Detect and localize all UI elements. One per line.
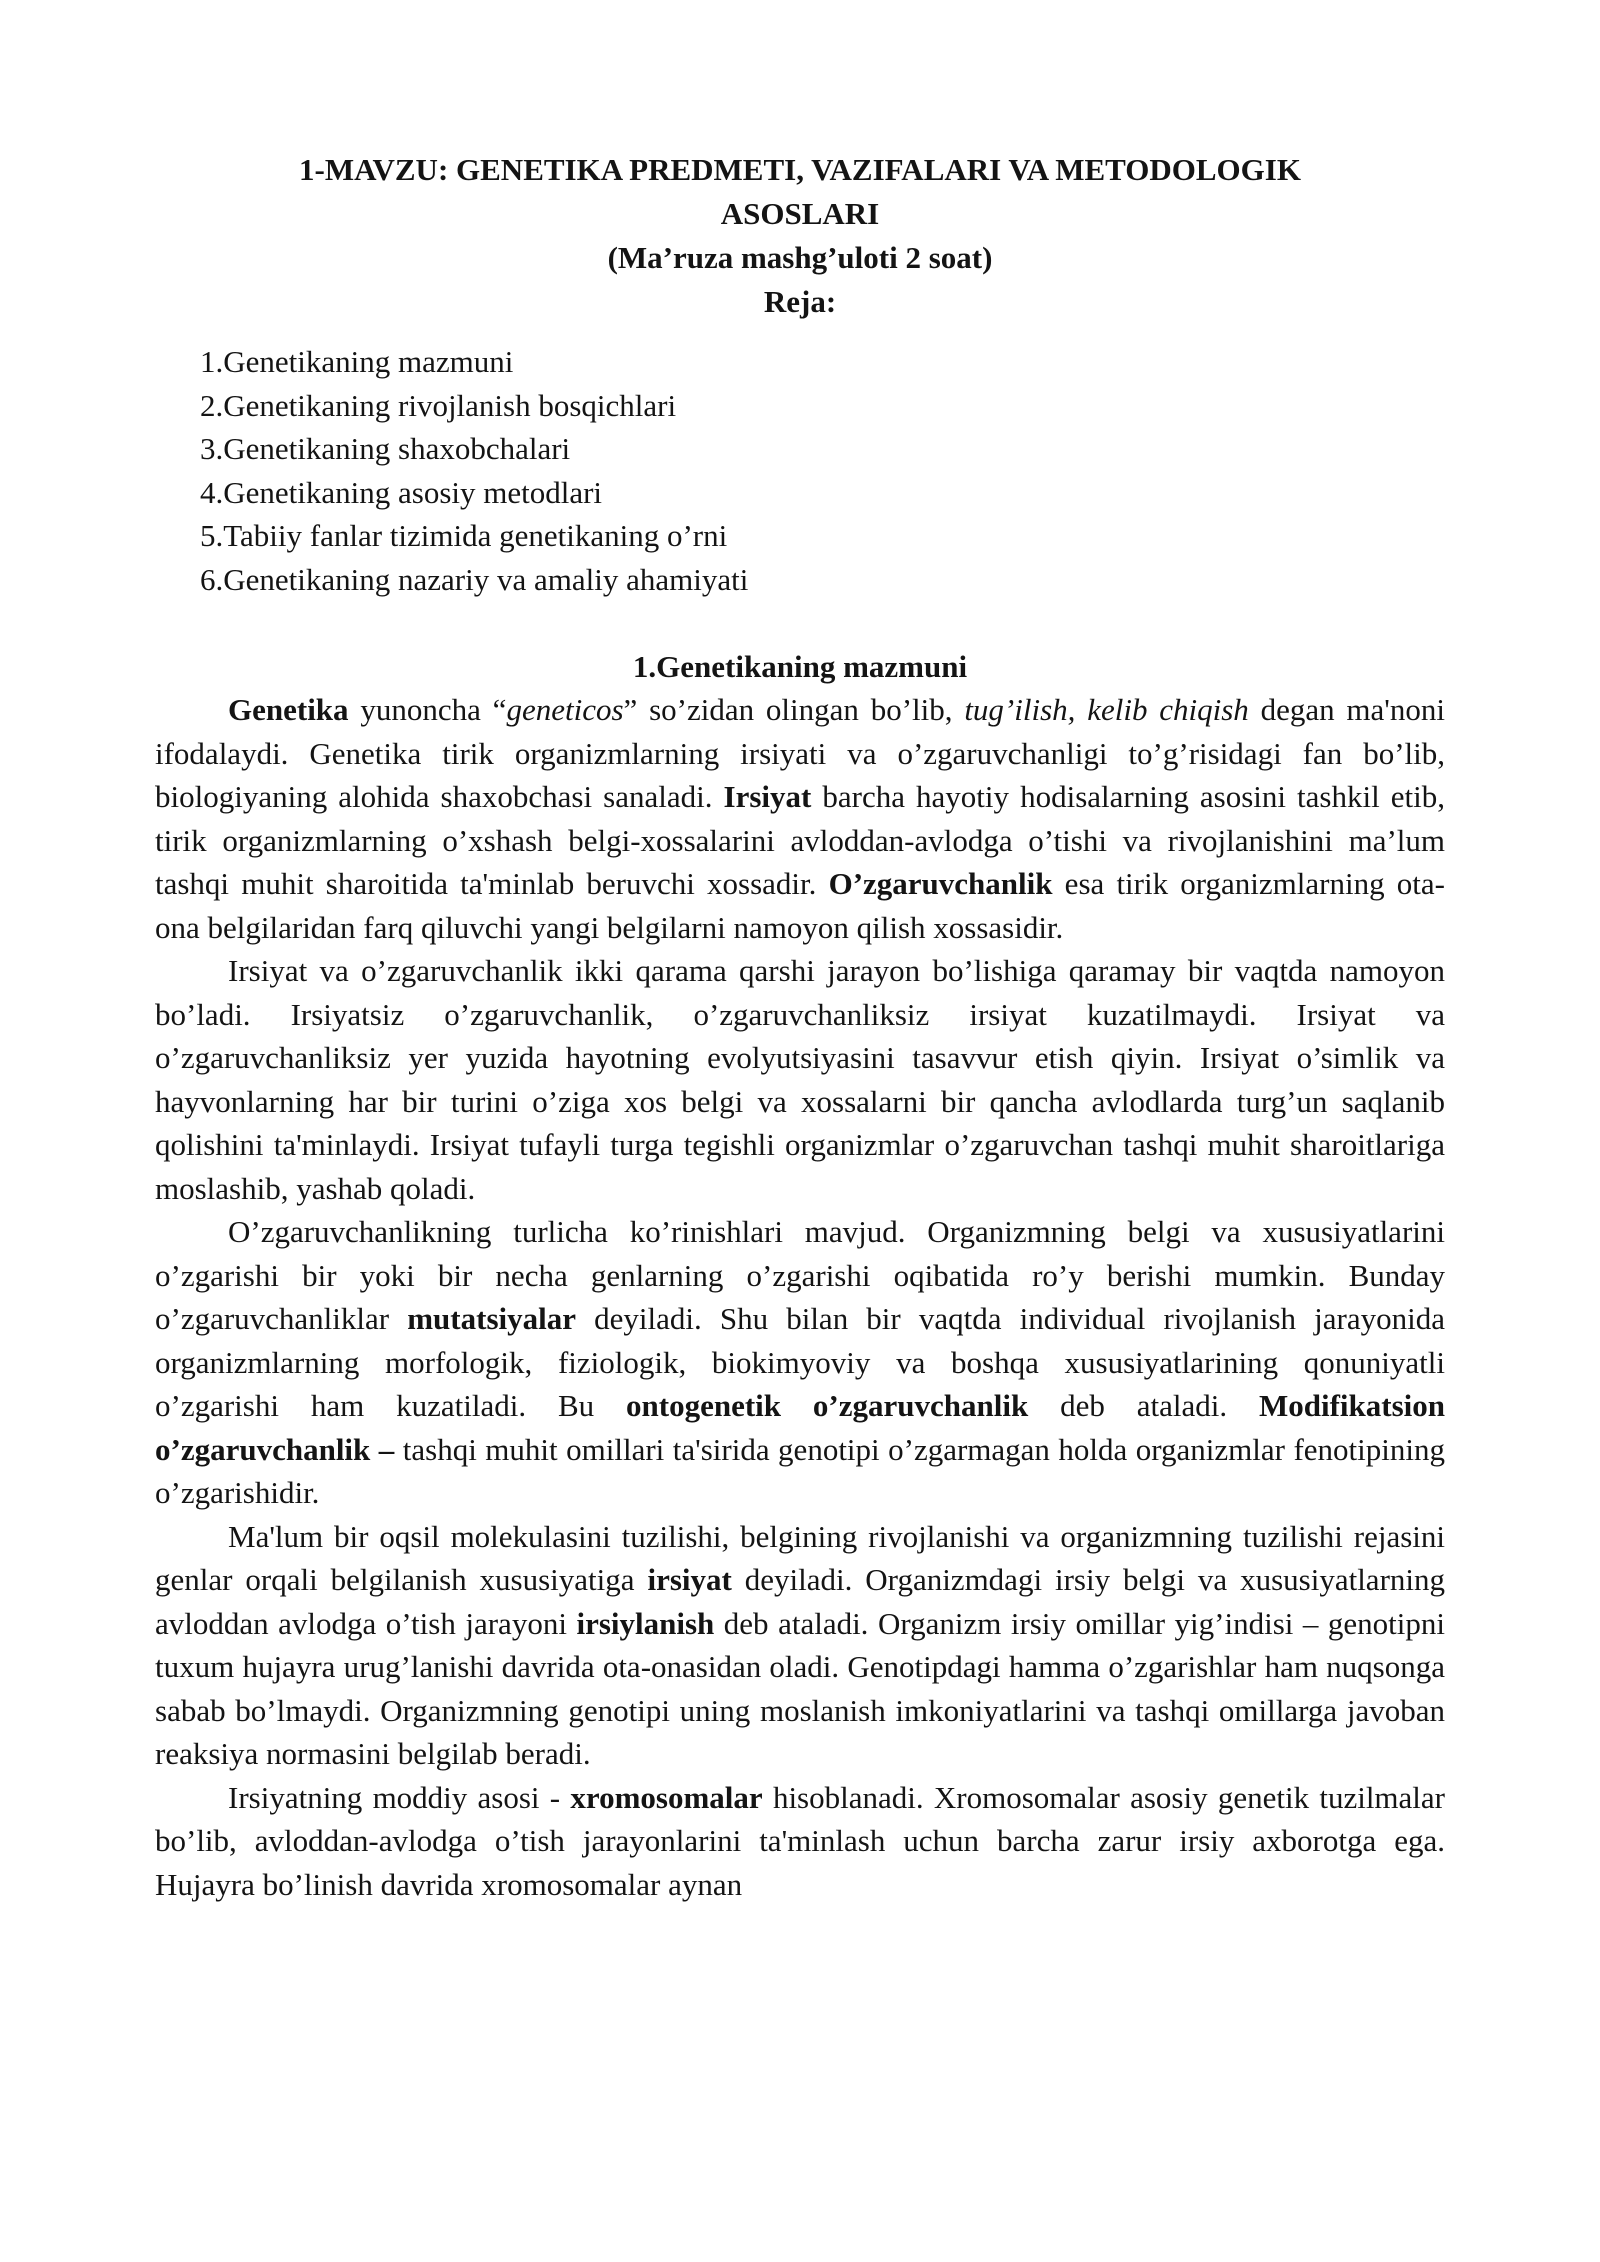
- topic-title-continued: ASOSLARI: [720, 196, 880, 231]
- text-span: deb ataladi. Organizm irsiy omillar yig’indisi – genotipni tuxum hujayra urug’lanishi davrida ota-onasidan oladi. Genotipdagi hamma o’zgarishlar ham nuqsonga sabab bo’lmaydi. Organizmning genotipi uning moslanish imkoniyatlarini va tashqi omillarga javoban reaksiya normasini belgilab beradi.: [155, 1605, 1445, 1771]
- text-span: yunoncha “: [348, 692, 507, 727]
- plan-item: 5.Tabiiy fanlar tizimida genetikaning o’rni: [200, 518, 728, 553]
- text-span: ” so’zidan olingan bo’lib,: [623, 692, 965, 727]
- term-irsiyat-2: irsiyat: [647, 1562, 732, 1597]
- text-span: degan ma'noni ifodalaydi. Genetika tirik organizmlarning irsiyati va o’zgaruvchanligi to’g’risidagi fan bo’lib, biologiyaning alohida shaxobchasi sanaladi.: [155, 692, 1446, 814]
- paragraph-definition: [155, 688, 1445, 949]
- plan-item: 3.Genetikaning shaxobchalari: [200, 431, 571, 466]
- paragraph-chromosomes: [155, 1776, 1445, 1907]
- paragraph-heredity-definition: [155, 1515, 1445, 1776]
- term-genetika: Genetika: [228, 692, 349, 727]
- text-span: Irsiyatning moddiy asosi -: [228, 1779, 571, 1815]
- paragraph-variability-types: [155, 1210, 1445, 1515]
- plan-item: 6.Genetikaning nazariy va amaliy ahamiyati: [200, 561, 749, 597]
- plan-item: 1.Genetikaning mazmuni: [200, 344, 514, 379]
- term-meaning: tug’ilish, kelib chiqish: [964, 692, 1249, 727]
- text-span: hisoblanadi. Xromosomalar asosiy genetik tuzilmalar bo’lib, avloddan-avlodga o’tish jarayonlarini ta'minlash uchun barcha zarur irsiy axborotga ega. Hujayra bo’linish davrida xromosomalar aynan: [155, 1779, 1445, 1902]
- text-span: deb ataladi.: [1028, 1388, 1259, 1423]
- plan-item: 4.Genetikaning asosiy metodlari: [200, 474, 603, 510]
- plan-list: [200, 340, 1300, 601]
- term-ozgaruvchanlik: O’zgaruvchanlik: [828, 866, 1053, 901]
- section-body: [155, 688, 1445, 1906]
- term-irsiyat: Irsiyat: [723, 779, 812, 814]
- term-mutatsiyalar: mutatsiyalar: [407, 1301, 576, 1336]
- term-irsiylanish: irsiylanish: [576, 1605, 715, 1641]
- text-span: barcha hayotiy hodisalarning asosini tashkil etib, tirik organizmlarning o’xshash belgi-xossalarini avloddan-avlodga o’tishi va rivojlanishini ma’lum tashqi muhit sharoitida ta'minlab beruvchi xossadir.: [155, 779, 1446, 901]
- plan-label: Reja:: [763, 284, 837, 319]
- text-span: O’zgaruvchanlikning turlicha ko’rinishlari mavjud. Organizmning belgi va xususiyatlarini o’zgarishi bir yoki bir necha genlarning o’zgarishi oqibatida ro’y berishi mumkin. Bunday o’zgaruvchanliklar: [155, 1214, 1445, 1336]
- text-span: deyiladi. Organizmdagi irsiy belgi va xususiyatlarning avloddan avlodga o’tish jarayoni: [155, 1562, 1446, 1641]
- term-modifikatsion: Modifikatsion o’zgaruvchanlik –: [155, 1388, 1445, 1467]
- paragraph-heredity-variability: Irsiyat va o’zgaruvchanlik ikki qarama qarshi jarayon bo’lishiga qaramay bir vaqtda namoyon bo’ladi. Irsiyatsiz o’zgaruvchanlik, o’zgaruvchanliksiz irsiyat kuzatilmaydi. Irsiyat va o’zgaruvchanliksiz yer yuzida hayotning evolyutsiyasini tasavvur etish qiyin. Irsiyat o’simlik va hayvonlarning har bir turini o’ziga xos belgi va xossalarni bir qancha avlodlarda turg’un saqlanib qolishini ta'minlaydi. Irsiyat tufayli turga tegishli organizmlar o’zgaruvchan tashqi muhit sharoitlariga moslashib, yashab qoladi.: [155, 953, 1445, 1206]
- topic-title: 1-MAVZU: GENETIKA PREDMETI, VAZIFALARI VA METODOLOGIK: [299, 152, 1301, 187]
- document-header: [150, 148, 1450, 324]
- text-span: tashqi muhit omillari ta'sirida genotipi o’zgarmagan holda organizmlar fenotipining o’zgarishidir.: [155, 1431, 1445, 1510]
- plan-item: 2.Genetikaning rivojlanish bosqichlari: [200, 387, 677, 423]
- section-heading: 1.Genetikaning mazmuni: [632, 649, 968, 684]
- term-ontogenetik: ontogenetik o’zgaruvchanlik: [626, 1388, 1029, 1423]
- text-span: esa tirik organizmlarning ota-ona belgilaridan farq qiluvchi yangi belgilarni namoyon qilish xossasidir.: [155, 866, 1445, 945]
- term-geneticos: geneticos: [506, 692, 624, 727]
- term-xromosomalar: xromosomalar: [570, 1779, 763, 1815]
- text-span: deyiladi. Shu bilan bir vaqtda individual rivojlanish jarayonida organizmlarning morfologik, fiziologik, biokimyoviy va boshqa xususiyatlarining qonuniyatli o’zgarishi ham kuzatiladi. Bu: [155, 1301, 1445, 1423]
- text-span: Ma'lum bir oqsil molekulasini tuzilishi, belgining rivojlanishi va organizmning tuzilishi rejasini genlar orqali belgilanish xususiyatiga: [155, 1518, 1445, 1597]
- lecture-subtitle: (Ma’ruza mashg’uloti 2 soat): [607, 240, 993, 275]
